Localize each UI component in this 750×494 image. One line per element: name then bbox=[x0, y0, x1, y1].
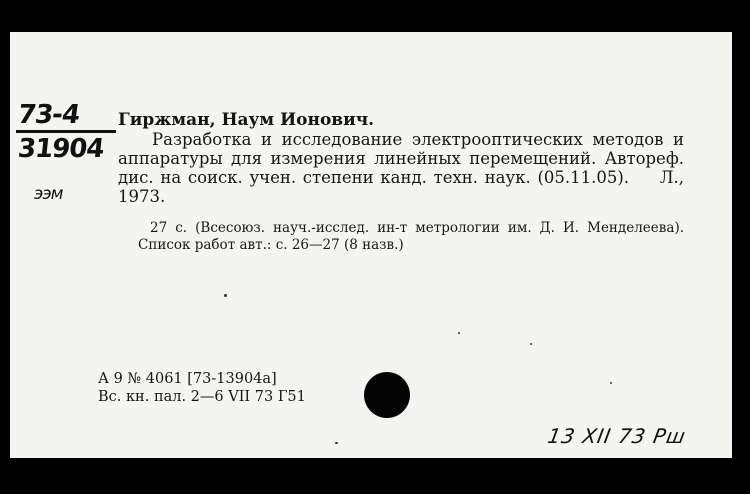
dust-speck bbox=[530, 343, 532, 345]
author-heading: Гиржман, Наум Ионович. bbox=[118, 110, 375, 130]
title-main: Разработка и исследование электрооптических методов и аппаратуры для измерения линейных перемещений. Автореф. дис. на соиск. учен. степени канд. техн. наук. (05.11.05). bbox=[118, 130, 684, 187]
dust-speck bbox=[610, 382, 612, 384]
shelf-mark-underline bbox=[16, 130, 116, 133]
imprint: Л., 1973. bbox=[118, 168, 685, 206]
registration-line-1: А 9 № 4061 [73-13904а] bbox=[98, 371, 277, 387]
registration-line-2: Вс. кн. пал. 2—6 VII 73 Г51 bbox=[98, 389, 306, 405]
registration-block bbox=[98, 370, 306, 406]
location-mark-handwritten: ээм bbox=[34, 184, 63, 204]
accession-number-handwritten: 31904 bbox=[16, 134, 106, 164]
bibliography-note: Список работ авт.: с. 26—27 (8 назв.) bbox=[138, 237, 404, 253]
shelf-mark-handwritten: 73-4 bbox=[15, 100, 82, 130]
dust-speck bbox=[335, 442, 338, 444]
catalog-card bbox=[10, 32, 732, 458]
punch-hole bbox=[364, 372, 410, 418]
handwritten-date-note: 13 XII 73 Рш bbox=[545, 424, 688, 448]
collation-main: 27 с. (Всесоюз. науч.-исслед. ин-т метрологии им. Д. И. Менделеева). bbox=[150, 220, 684, 236]
collation-note bbox=[120, 220, 684, 254]
dust-speck bbox=[458, 332, 460, 334]
title-description bbox=[118, 130, 684, 206]
dust-speck bbox=[224, 294, 227, 297]
